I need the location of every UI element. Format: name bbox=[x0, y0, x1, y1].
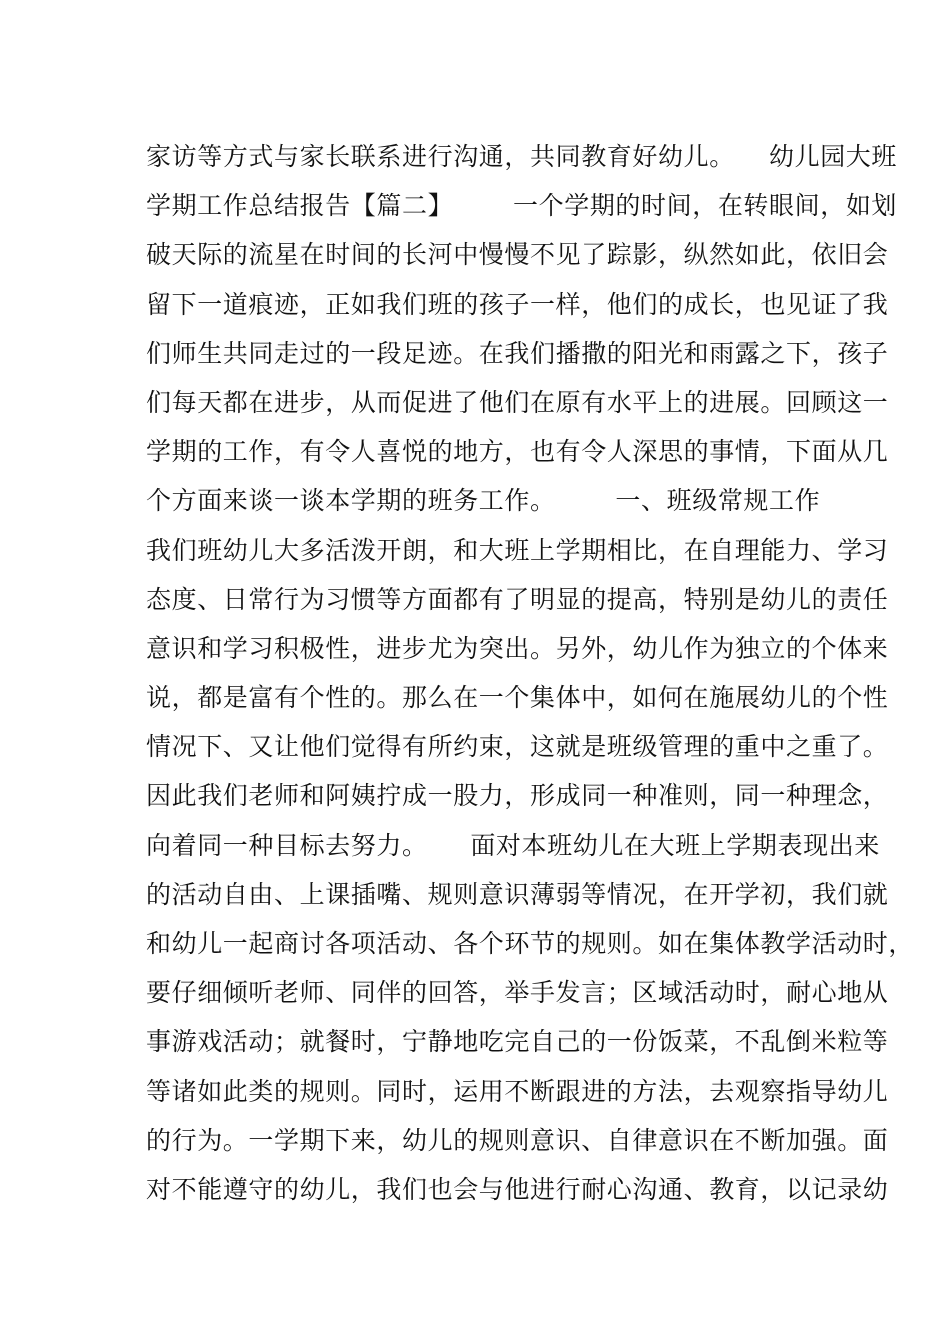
text-line: 我们班幼儿大多活泼开朗，和大班上学期相比，在自理能力、学习 bbox=[146, 535, 889, 565]
text-line: 因此我们老师和阿姨拧成一股力，形成同一种准则，同一种理念， bbox=[146, 781, 889, 811]
body-text bbox=[146, 132, 915, 1214]
text-line: 等诸如此类的规则。同时，运用不断跟进的方法，去观察指导幼儿 bbox=[146, 1076, 889, 1106]
text-line: 的行为。一学期下来，幼儿的规则意识、自律意识在不断加强。面 bbox=[146, 1125, 889, 1155]
text-line: 学期的工作，有令人喜悦的地方，也有令人深思的事情，下面从几 bbox=[146, 437, 889, 467]
text-line: 家访等方式与家长联系进行沟通，共同教育好幼儿。 幼儿园大班 bbox=[146, 142, 897, 171]
text-line: 留下一道痕迹，正如我们班的孩子一样，他们的成长，也见证了我 bbox=[146, 289, 889, 319]
text-line: 说，都是富有个性的。那么在一个集体中，如何在施展幼儿的个性 bbox=[146, 683, 889, 713]
text-line: 事游戏活动；就餐时，宁静地吃完自己的一份饭菜，不乱倒米粒等 bbox=[146, 1027, 889, 1057]
text-line: 破天际的流星在时间的长河中慢慢不见了踪影，纵然如此，依旧会 bbox=[146, 240, 889, 270]
text-line: 要仔细倾听老师、同伴的回答，举手发言；区域活动时，耐心地从 bbox=[146, 978, 889, 1008]
text-line: 对不能遵守的幼儿，我们也会与他进行耐心沟通、教育，以记录幼 bbox=[146, 1174, 889, 1204]
text-line: 们每天都在进步，从而促进了他们在原有水平上的进展。回顾这一 bbox=[146, 387, 889, 417]
text-line: 和幼儿一起商讨各项活动、各个环节的规则。如在集体教学活动时， bbox=[146, 929, 915, 958]
text-line: 学期工作总结报告【篇二】 一个学期的时间，在转眼间，如划 bbox=[146, 191, 898, 221]
text-line: 们师生共同走过的一段足迹。在我们播撒的阳光和雨露之下，孩子 bbox=[146, 338, 889, 368]
text-line: 个方面来谈一谈本学期的班务工作。 一、班级常规工作 bbox=[146, 486, 821, 516]
text-line: 情况下、又让他们觉得有所约束，这就是班级管理的重中之重了。 bbox=[146, 732, 889, 762]
text-line: 意识和学习积极性，进步尤为突出。另外，幼儿作为独立的个体来 bbox=[146, 633, 889, 663]
text-line: 的活动自由、上课插嘴、规则意识薄弱等情况，在开学初，我们就 bbox=[146, 879, 889, 909]
text-line: 态度、日常行为习惯等方面都有了明显的提高，特别是幼儿的责任 bbox=[146, 584, 889, 614]
text-line: 向着同一种目标去努力。 面对本班幼儿在大班上学期表现出来 bbox=[146, 830, 880, 860]
